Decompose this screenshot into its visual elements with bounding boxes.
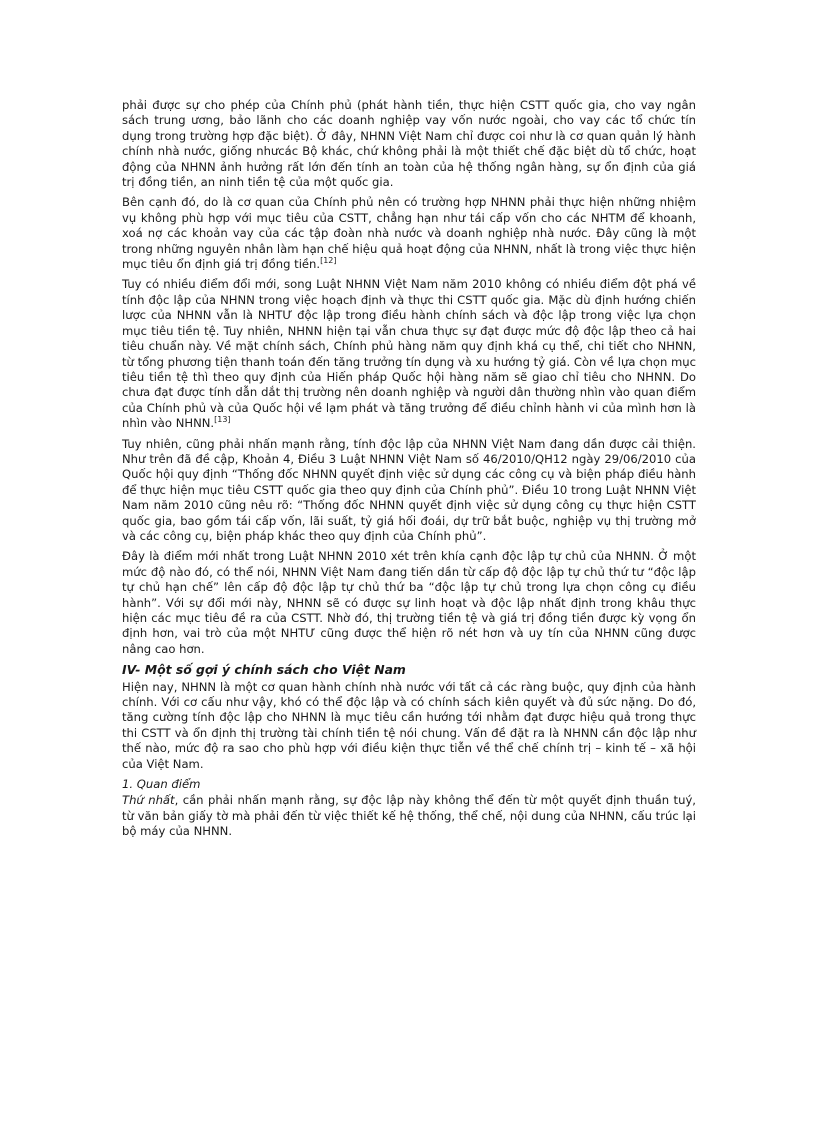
paragraph-1-text: phải được sự cho phép của Chính phủ (phát hành tiền, thực hiện CSTT quốc gia, cho vay ngân sách trung ương, bảo lãnh cho các doanh nghiệp vay vốn nước ngoài, cho vay các tổ chức tín dụng trong trường hợp đặc biệt). Ở đây, NHNN Việt Nam chỉ được coi như là cơ quan quản lý hành chính nhà nước, giống nhưcác Bộ khác, chứ không phải là một thiết chế đặc biệt dù tổ chức, hoạt động của NHNN ảnh hưởng rất lớn đến tính an toàn của hệ thống ngân hàng, sự ổn định của giá trị đồng tiền, an ninh tiền tệ của một quốc gia.: [122, 98, 696, 190]
paragraph-4: [122, 437, 696, 545]
paragraph-2-text: Bên cạnh đó, do là cơ quan của Chính phủ nên có trường hợp NHNN phải thực hiện những nhiệm vụ không phù hợp với mục tiêu của CSTT, chẳng hạn như tái cấp vốn cho các NHTM để khoanh, xoá nợ các khoản vay của các tập đoàn nhà nước và doanh nghiệp nhà nước. Đây cũng là một trong những nguyên nhân làm hạn chế hiệu quả hoạt động của NHNN, nhất là trong việc thực hiện mục tiêu ổn định giá trị đồng tiền.: [122, 195, 696, 272]
section-heading: IV- Một số gợi ý chính sách cho Việt Nam: [122, 662, 406, 678]
footnote-ref-12[interactable]: [12]: [320, 256, 337, 266]
paragraph-7: [122, 793, 696, 839]
paragraph-4-text: Tuy nhiên, cũng phải nhấn mạnh rằng, tính độc lập của NHNN Việt Nam đang dần được cải thiện. Như trên đã đề cập, Khoản 4, Điều 3 Luật NHNN Việt Nam số 46/2010/QH12 ngày 29/06/2010 của Quốc hội quy định “Thống đốc NHNN quyết định việc sử dụng các công cụ và biện pháp điều hành để thực hiện mục tiêu CSTT quốc gia theo quy định của Chính phủ”. Điều 10 trong Luật NHNN Việt Nam năm 2010 cũng nêu rõ: “Thống đốc NHNN quyết định việc sử dụng công cụ thực hiện CSTT quốc gia, bao gồm tái cấp vốn, lãi suất, tỷ giá hối đoái, dự trữ bắt buộc, nghiệp vụ thị trường mở và các công cụ, biện pháp khác theo quy định của Chính phủ”.: [122, 436, 696, 543]
document-page: [122, 98, 696, 845]
paragraph-2: [122, 195, 696, 272]
paragraph-3-text: Tuy có nhiều điểm đổi mới, song Luật NHNN Việt Nam năm 2010 không có nhiều điểm đột phá về tính độc lập của NHNN trong việc hoạch định và thực thi CSTT quốc gia. Mặc dù định hướng chiến lược của NHNN vẫn là NHTƯ độc lập trong điều hành chính sách và độc lập trong việc lựa chọn mục tiêu tiền tệ. Tuy nhiên, NHNN hiện tại vẫn chưa thực sự đạt được mức độ độc lập theo cả hai tiêu chuẩn này. Về mặt chính sách, Chính phủ hàng năm quy định khá cụ thể, chi tiết cho NHNN, từ tổng phương tiện thanh toán đến tăng trưởng tín dụng và xu hướng tỷ giá. Còn về lựa chọn mục tiêu tiền tệ thì theo quy định của Hiến pháp Quốc hội hàng năm sẽ giao chỉ tiêu cho NHNN. Do chưa đạt được tính dẫn dắt thị trường nên doanh nghiệp và người dân thường nhìn vào quan điểm của Chính phủ và của Quốc hội về lạm phát và tăng trưởng để điều chỉnh hành vi của mình hơn là nhìn vào NHNN.: [122, 277, 696, 431]
paragraph-1: [122, 98, 696, 190]
paragraph-6: [122, 680, 696, 772]
paragraph-5-text: Đây là điểm mới nhất trong Luật NHNN 2010 xét trên khía cạnh độc lập tự chủ của NHNN. Ở một mức độ nào đó, có thể nói, NHNN Việt Nam đang tiến dần từ cấp độ độc lập tự chủ thứ tư “độc lập tự chủ hạn chế” lên cấp độ độc lập tự chủ thứ ba “độc lập tự chủ trong lựa chọn công cụ điều hành”. Với sự đổi mới này, NHNN sẽ có được sự linh hoạt và độc lập nhất định trong khâu thực hiện các mục tiêu đề ra của CSTT. Nhờ đó, thị trường tiền tệ và giá trị đồng tiền được kỳ vọng ổn định hơn, vai trò của một NHTƯ cũng được thể hiện rõ nét hơn và uy tín của NHNN cũng được nâng cao hơn.: [122, 549, 696, 656]
paragraph-7-lead: Thứ nhất: [122, 793, 175, 808]
footnote-ref-13[interactable]: [13]: [214, 415, 231, 425]
paragraph-7-text: , cần phải nhấn mạnh rằng, sự độc lập này không thể đến từ một quyết định thuần tuý, từ văn bản giấy tờ mà phải đến từ việc thiết kế hệ thống, thể chế, nội dung của NHNN, cấu trúc lại bộ máy của NHNN.: [122, 793, 696, 839]
paragraph-5: [122, 549, 696, 657]
paragraph-3: [122, 277, 696, 431]
paragraph-6-text: Hiện nay, NHNN là một cơ quan hành chính nhà nước với tất cả các ràng buộc, quy định của hành chính. Với cơ cấu như vậy, khó có thể độc lập và có chính sách kiên quyết và đủ sức nặng. Do đó, tăng cường tính độc lập cho NHNN là mục tiêu cần hướng tới nhằm đạt được hiệu quả trong thực thi CSTT và ổn định thị trường tài chính tiền tệ nói chung. Vấn đề đặt ra là NHNN cần độc lập như thế nào, mức độ ra sao cho phù hợp với điều kiện thực tiễn về thể chế chính trị – kinh tế – xã hội của Việt Nam.: [122, 679, 696, 771]
subsection-heading: 1. Quan điểm: [122, 777, 201, 792]
